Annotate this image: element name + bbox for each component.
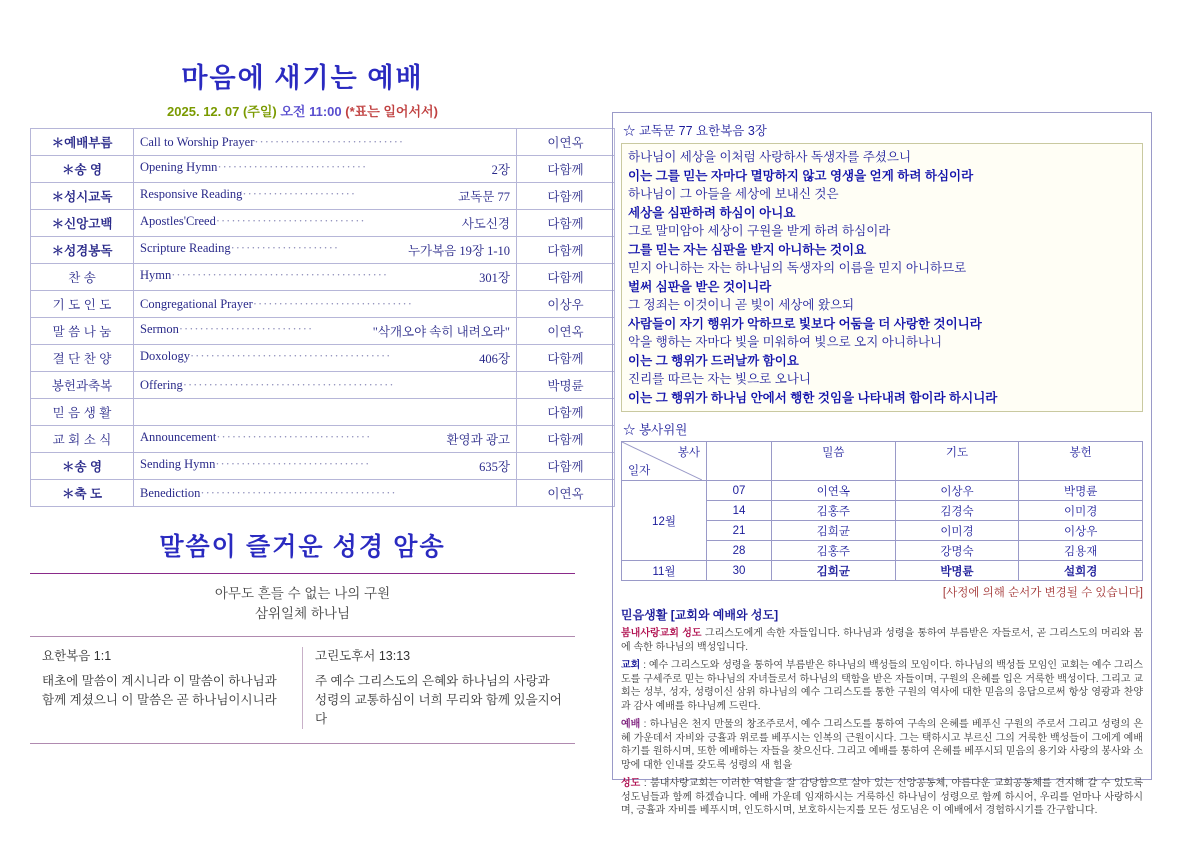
order-person: 이연옥 bbox=[517, 318, 615, 345]
table-row bbox=[31, 453, 615, 480]
service-time: 오전 11:00 bbox=[280, 104, 342, 119]
table-row bbox=[31, 399, 615, 426]
order-part: ＊성경봉독 bbox=[31, 237, 134, 264]
duty-header-row bbox=[622, 442, 1143, 462]
belief-item-label: 성도 bbox=[621, 778, 641, 789]
order-english: Sending Hymn······························ 635장 bbox=[134, 453, 517, 480]
verse-reference: 요한복음 1:1 bbox=[42, 649, 112, 663]
responsive-line: 사람들이 자기 행위가 악하므로 빛보다 어둠을 더 사랑한 것이니라 bbox=[628, 316, 982, 331]
duty-table bbox=[621, 441, 1143, 581]
right-column bbox=[612, 112, 1152, 816]
duty-word: 김홍주 bbox=[772, 501, 896, 521]
memory-verse-title: 말씀이 즐거운 성경 암송 bbox=[159, 534, 446, 561]
order-english: Scripture Reading····················· 누가복음 19장 1-10 bbox=[134, 237, 517, 264]
duty-col-header: 봉헌 bbox=[1019, 442, 1143, 462]
divider bbox=[30, 743, 575, 744]
belief-item bbox=[621, 718, 1143, 772]
order-person: 박명륜 bbox=[517, 372, 615, 399]
order-english: Doxology······································· 406장 bbox=[134, 345, 517, 372]
order-person: 다함께 bbox=[517, 156, 615, 183]
duty-day: 30 bbox=[707, 561, 772, 581]
duty-prayer: 강명숙 bbox=[895, 541, 1019, 561]
belief-item bbox=[621, 659, 1143, 713]
table-row bbox=[31, 318, 615, 345]
table-row bbox=[31, 210, 615, 237]
duty-prayer: 이미경 bbox=[895, 521, 1019, 541]
duty-prayer: 김경숙 bbox=[895, 501, 1019, 521]
responsive-line: 그로 말미암아 세상이 구원을 받게 하려 하심이라 bbox=[628, 224, 891, 238]
order-english bbox=[134, 399, 517, 426]
table-row bbox=[31, 345, 615, 372]
duty-prayer: 박명륜 bbox=[895, 561, 1019, 581]
responsive-reading-heading: ☆ 교독문 77 요한복음 3장 bbox=[623, 124, 767, 138]
memory-verse-line2: 삼위일체 하나님 bbox=[254, 606, 351, 621]
order-english: Hymn·········································· 301장 bbox=[134, 264, 517, 291]
spacer bbox=[895, 461, 1019, 481]
duty-prayer: 이상우 bbox=[895, 481, 1019, 501]
verse-text: 주 예수 그리스도의 은혜와 하나님의 사랑과 성령의 교통하심이 너희 무리와 함께 있을지어다 bbox=[315, 674, 562, 726]
duty-word: 김희균 bbox=[772, 521, 896, 541]
order-person: 다함께 bbox=[517, 183, 615, 210]
table-row bbox=[31, 264, 615, 291]
table-row bbox=[31, 183, 615, 210]
memory-verse-columns bbox=[30, 647, 575, 729]
table-row bbox=[31, 480, 615, 507]
order-part: 기 도 인 도 bbox=[31, 291, 134, 318]
order-person: 이연옥 bbox=[517, 480, 615, 507]
service-datetime bbox=[30, 101, 575, 120]
table-row bbox=[31, 237, 615, 264]
belief-item-label: 예배 bbox=[621, 719, 641, 730]
duty-offering: 박명륜 bbox=[1019, 481, 1143, 501]
responsive-line: 벌써 심판을 받은 것이니라 bbox=[628, 279, 772, 294]
divider bbox=[30, 573, 575, 574]
order-part: ＊축 도 bbox=[31, 480, 134, 507]
responsive-line: 그 정죄는 이것이니 곧 빛이 세상에 왔으되 bbox=[628, 298, 855, 312]
order-english: Apostles'Creed····························· 사도신경 bbox=[134, 210, 517, 237]
duty-day: 21 bbox=[707, 521, 772, 541]
duty-corner-bottom: 일자 bbox=[628, 465, 651, 477]
memory-verse-left bbox=[30, 647, 303, 729]
verse-reference: 고린도후서 13:13 bbox=[315, 649, 411, 663]
order-person: 다함께 bbox=[517, 345, 615, 372]
duty-day-header bbox=[707, 442, 772, 481]
divider bbox=[30, 636, 575, 637]
spacer bbox=[772, 461, 896, 481]
service-date: 2025. 12. 07 (주일) bbox=[167, 104, 277, 119]
responsive-line: 악을 행하는 자마다 빛을 미워하여 빛으로 오지 아니하나니 bbox=[628, 335, 943, 349]
belief-item-text: : 예수 그리스도와 성령을 통하여 부름받은 하나님의 백성들의 모임이다. 하나님의 백성들 모임인 교회는 예수 그리스도를 구세주로 믿는 하나님의 자녀들로서 하나님의 택함을 받은 자들이며, 구원의 은혜를 입은 거룩한 백성이다. 그리고 교회는 성부, 성자, 성령이신 삼위 하나님의 예수 그리스도를 통한 구원의 역사에 대한 믿음의 응답으로써 항상 영광과 찬양과 감사 예배를 하나님께 드린다. bbox=[621, 660, 1143, 712]
duty-day: 14 bbox=[707, 501, 772, 521]
order-person: 다함께 bbox=[517, 426, 615, 453]
duty-heading: ☆ 봉사위원 bbox=[623, 423, 688, 437]
duty-offering: 이미경 bbox=[1019, 501, 1143, 521]
order-english: Opening Hymn····························· 2장 bbox=[134, 156, 517, 183]
table-row bbox=[31, 372, 615, 399]
spacer bbox=[1019, 461, 1143, 481]
order-english: Call to Worship Prayer····························· bbox=[134, 129, 517, 156]
belief-item bbox=[621, 777, 1143, 818]
responsive-line: 그를 믿는 자는 심판을 받지 아니하는 것이요 bbox=[628, 242, 867, 257]
duty-col-header: 밀씀 bbox=[772, 442, 896, 462]
order-part: 교 회 소 식 bbox=[31, 426, 134, 453]
table-row bbox=[31, 291, 615, 318]
order-english: Sermon·························· "삭개오야 속히 내려오라" bbox=[134, 318, 517, 345]
memory-verse-line1: 아무도 흔들 수 없는 나의 구원 bbox=[214, 586, 391, 601]
table-row bbox=[622, 561, 1143, 581]
order-part: ＊송 영 bbox=[31, 156, 134, 183]
belief-item-label: 교회 bbox=[621, 660, 641, 671]
order-person: 다함께 bbox=[517, 264, 615, 291]
belief-intro-text: 그리스도에게 속한 자들입니다. 하나님과 성령을 통하여 부름받은 자들로서, 곧 그리스도의 머리와 몸에 속한 하나님의 백성입니다. bbox=[621, 628, 1143, 653]
belief-item-text: : 하나님은 천지 만물의 창조주로서, 예수 그리스도를 통하여 구속의 은혜를 베푸신 구원의 주로서 그리고 성령의 은혜 가운데서 자비와 긍휼과 위로를 베푸시는 인복의 근원이시다. 그는 택하시고 부르신 그의 거룩한 백성들이 그에게 예배하기를 원하시며, 또한 예배하는 자들을 찾으신다. 그리고 예배를 통하여 은혜를 베푸시되 믿음의 용기와 사랑의 봉사와 소망에 대한 인내를 갖도록 성령의 새 힘을 bbox=[621, 719, 1143, 771]
order-person: 다함께 bbox=[517, 399, 615, 426]
order-english: Benediction······································ bbox=[134, 480, 517, 507]
belief-body bbox=[621, 627, 1143, 818]
belief-item-text: : 붐내사랑교회는 이러한 역할을 잘 감당함으로 살아 있는 신앙공동체, 아름다운 교회공동체를 견지해 갈 수 있도록 성도님들과 함께 하겠습니다. 예배 가운데 임재하시는 거룩하신 하나님이 성령으로 함께 하시어, 우리를 얻마나 사랑하시며, 긍휼과 자비를 베푸시며, 인도하시며, 보호하시는지를 모든 성도님은 이 예배에서 경험하시기를 간구합니다. bbox=[621, 778, 1143, 816]
order-part: ＊신앙고백 bbox=[31, 210, 134, 237]
duty-note: [사정에 의해 순서가 변경될 수 있습니다] bbox=[942, 587, 1143, 599]
memory-verse-right bbox=[303, 647, 575, 729]
duty-day: 28 bbox=[707, 541, 772, 561]
responsive-line: 하나님이 세상을 이처럼 사랑하사 독생자를 주셨으니 bbox=[628, 150, 912, 164]
duty-day: 07 bbox=[707, 481, 772, 501]
responsive-line: 하나님이 그 아들을 세상에 보내신 것은 bbox=[628, 187, 839, 201]
responsive-line: 세상을 심판하려 하심이 아니요 bbox=[628, 205, 796, 220]
standing-note: (*표는 일어서서) bbox=[345, 104, 438, 119]
order-part: 결 단 찬 양 bbox=[31, 345, 134, 372]
table-row bbox=[31, 426, 615, 453]
responsive-reading-box bbox=[621, 143, 1143, 412]
order-part: 말 씀 나 눔 bbox=[31, 318, 134, 345]
duty-col-header: 기도 bbox=[895, 442, 1019, 462]
responsive-line: 믿지 아니하는 자는 하나님의 독생자의 이름을 믿지 아니하므로 bbox=[628, 261, 967, 275]
order-part: ＊송 영 bbox=[31, 453, 134, 480]
responsive-line: 진리를 따르는 자는 빛으로 오나니 bbox=[628, 372, 811, 386]
order-person: 다함께 bbox=[517, 210, 615, 237]
responsive-line: 이는 그 행위가 하나님 안에서 행한 것임을 나타내려 함이라 하시니라 bbox=[628, 390, 998, 405]
order-part: 봉헌과축복 bbox=[31, 372, 134, 399]
order-person: 이연옥 bbox=[517, 129, 615, 156]
duty-month: 12월 bbox=[622, 481, 707, 561]
order-person: 이상우 bbox=[517, 291, 615, 318]
order-part: ＊성시교독 bbox=[31, 183, 134, 210]
duty-word: 김희균 bbox=[772, 561, 896, 581]
belief-intro bbox=[621, 627, 1143, 654]
duty-word: 이연옥 bbox=[772, 481, 896, 501]
table-row bbox=[31, 129, 615, 156]
order-part: 믿 음 생 활 bbox=[31, 399, 134, 426]
belief-section-title: 믿음생활 [교회와 예배와 성도] bbox=[621, 608, 779, 622]
responsive-line: 이는 그를 믿는 자마다 멸망하지 않고 영생을 얻게 하려 하심이라 bbox=[628, 168, 974, 183]
order-person: 다함께 bbox=[517, 453, 615, 480]
duty-offering: 김용재 bbox=[1019, 541, 1143, 561]
duty-offering: 이상우 bbox=[1019, 521, 1143, 541]
duty-word: 김홍주 bbox=[772, 541, 896, 561]
order-part: 찬 송 bbox=[31, 264, 134, 291]
order-of-worship-table bbox=[30, 128, 615, 507]
order-english: Offering········································· bbox=[134, 372, 517, 399]
duty-corner-cell bbox=[622, 442, 707, 481]
order-part: ＊예배부름 bbox=[31, 129, 134, 156]
duty-month: 11월 bbox=[622, 561, 707, 581]
belief-intro-bold: 붐내사랑교회 성도 bbox=[621, 628, 702, 639]
table-row bbox=[622, 481, 1143, 501]
left-column bbox=[30, 56, 584, 752]
order-english: Responsive Reading······················ 교독문 77 bbox=[134, 183, 517, 210]
order-english: Announcement······························ 환영과 광고 bbox=[134, 426, 517, 453]
memory-verse-theme bbox=[30, 584, 575, 624]
verse-text: 태초에 말씀이 계시니라 이 말씀이 하나님과 함께 계셨으니 이 말씀은 곧 하나님이시니라 bbox=[42, 674, 277, 707]
responsive-line: 이는 그 행위가 드러날까 함이요 bbox=[628, 353, 799, 368]
duty-offering: 설희경 bbox=[1019, 561, 1143, 581]
page-title: 마음에 새기는 예배 bbox=[181, 63, 424, 93]
duty-corner-top: 봉사 bbox=[677, 447, 700, 459]
table-row bbox=[31, 156, 615, 183]
order-person: 다함께 bbox=[517, 237, 615, 264]
order-english: Congregational Prayer······························· bbox=[134, 291, 517, 318]
